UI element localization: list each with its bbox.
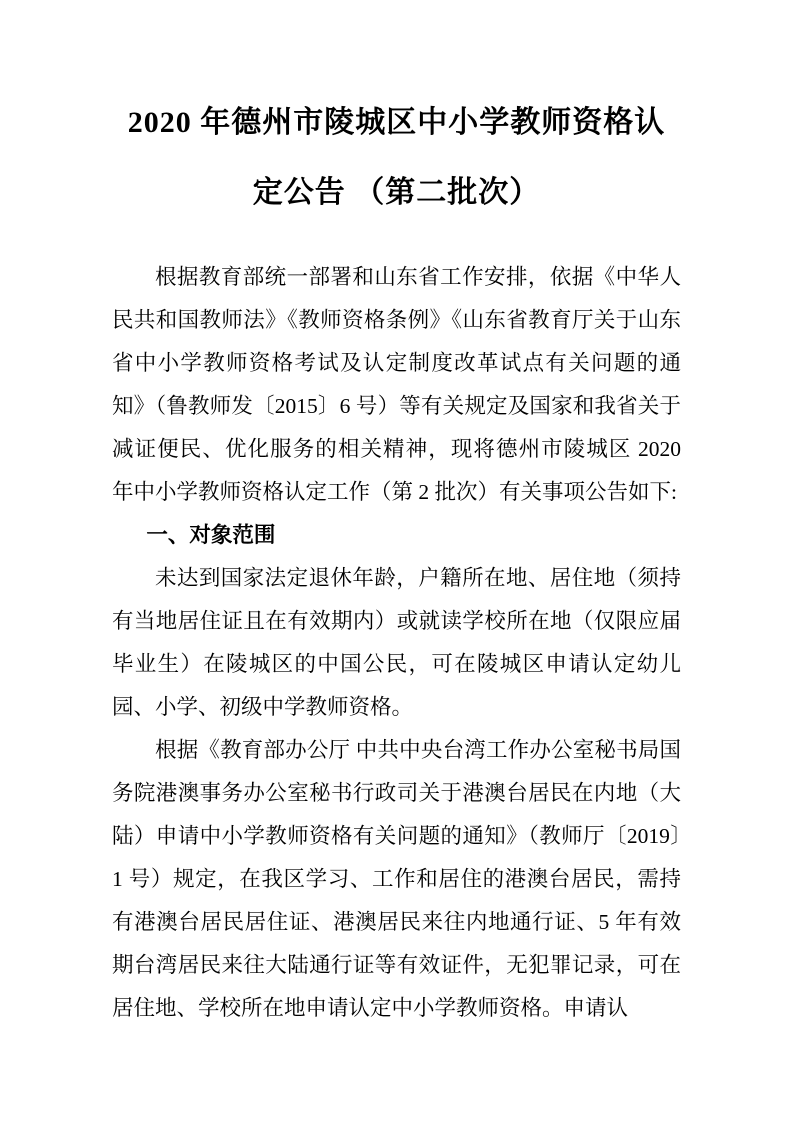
paragraph-scope-hk-macao-taiwan: 根据《教育部办公厅 中共中央台湾工作办公室秘书局国务院港澳事务办公室秘书行政司关于港澳台居民在内地（大陆）申请中小学教师资格有关问题的通知》（教师厅〔2019〕1 号）规定，在我区学习、工作和居住的港澳台居民，需持有港澳台居民居住证、港澳居民来往内地通行证、5 年有效期台湾居民来往大陆通行证等有效证件，无犯罪记录，可在居住地、学校所在地申请认定中小学教师资格。申请认 bbox=[112, 738, 681, 1020]
document-title-line-1: 2020 年德州市陵城区中小学教师资格认 bbox=[127, 106, 666, 139]
paragraph-intro-basis: 根据教育部统一部署和山东省工作安排，依据《中华人民共和国教师法》《教师资格条例》《山东省教育厅关于山东省中小学教师资格考试及认定制度改革试点有关问题的通知》（鲁教师发〔2015〕6 号）等有关规定及国家和我省关于减证便民、优化服务的相关精神，现将德州市陵城区 2020 年中小学教师资格认定工作（第 2 批次）有关事项公告如下: bbox=[112, 265, 681, 504]
document-title bbox=[112, 88, 681, 228]
paragraph-scope-citizens: 未达到国家法定退休年龄，户籍所在地、居住地（须持有当地居住证且在有效期内）或就读学校所在地（仅限应届毕业生）在陵城区的中国公民，可在陵城区申请认定幼儿园、小学、初级中学教师资格。 bbox=[112, 566, 681, 719]
document-title-line-2: 定公告 （第二批次） bbox=[252, 176, 541, 209]
section-heading-scope: 一、对象范围 bbox=[146, 523, 276, 547]
document-body bbox=[112, 256, 681, 1030]
